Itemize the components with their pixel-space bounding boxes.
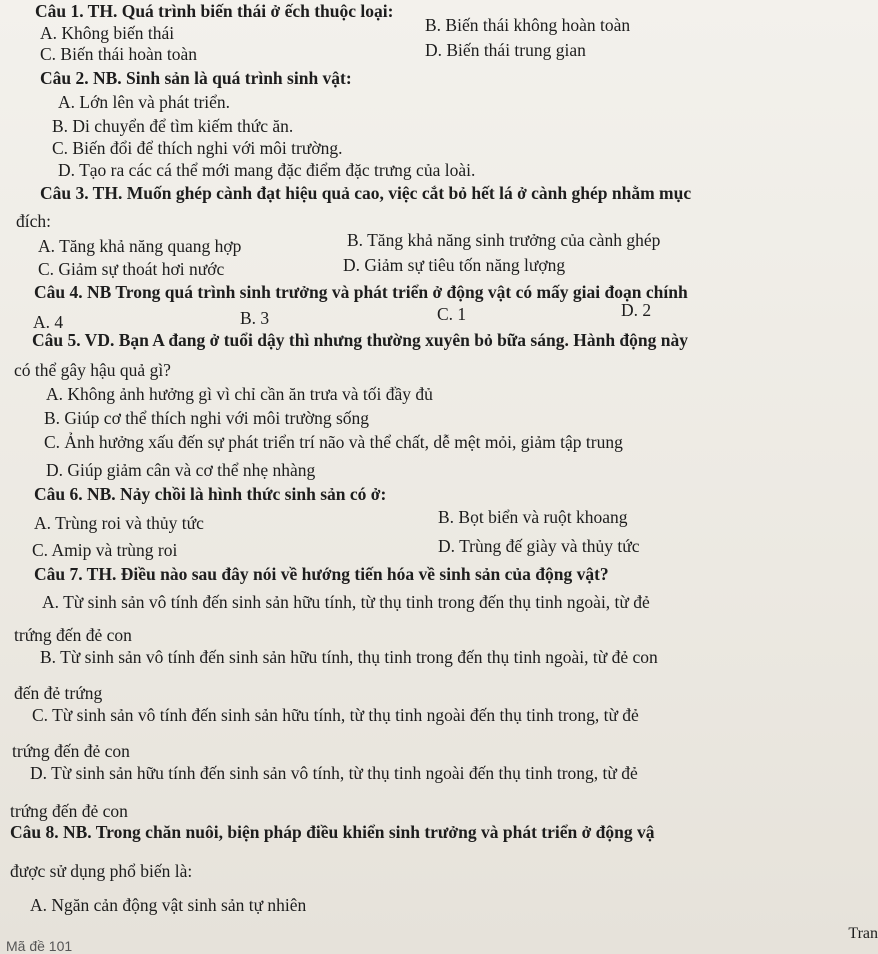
q8-option-a: A. Ngăn cản động vật sinh sản tự nhiên [30, 895, 307, 915]
q8-stem-line1: Câu 8. NB. Trong chăn nuôi, biện pháp điều khiển sinh trưởng và phát triển ở động vậ [10, 822, 655, 842]
q7-option-b-line1: B. Từ sinh sản vô tính đến sinh sản hữu tính, thụ tinh trong đến thụ tinh ngoài, từ đẻ con [40, 647, 658, 667]
q7-option-c-line1: C. Từ sinh sản vô tính đến sinh sản hữu tính, từ thụ tinh ngoài đến thụ tinh trong, từ đẻ [32, 705, 639, 725]
q7-option-c-line2: trứng đến đẻ con [12, 741, 130, 761]
q8-stem-line2: được sử dụng phổ biến là: [10, 861, 193, 881]
q1-stem: Câu 1. TH. Quá trình biến thái ở ếch thuộc loại: [35, 1, 394, 21]
page-label: Tran [848, 925, 878, 942]
q1-option-a: A. Không biến thái [40, 23, 175, 43]
q3-stem-line2: đích: [16, 211, 51, 231]
q5-option-d: D. Giúp giảm cân và cơ thể nhẹ nhàng [46, 460, 316, 480]
q6-option-a: A. Trùng roi và thủy tức [34, 513, 204, 533]
q2-option-c: C. Biến đổi để thích nghi với môi trường. [52, 138, 343, 158]
exam-code: Mã đề 101 [6, 938, 73, 954]
q2-stem: Câu 2. NB. Sinh sản là quá trình sinh vật: [40, 68, 352, 88]
q2-option-a: A. Lớn lên và phát triển. [58, 92, 231, 112]
q3-option-c: C. Giảm sự thoát hơi nước [38, 259, 225, 279]
q6-option-d: D. Trùng đế giày và thủy tức [438, 536, 640, 556]
q1-option-b: B. Biến thái không hoàn toàn [425, 15, 631, 35]
q7-option-d-line2: trứng đến đẻ con [10, 801, 128, 821]
q3-stem-line1: Câu 3. TH. Muốn ghép cành đạt hiệu quả cao, việc cắt bỏ hết lá ở cành ghép nhằm mục [40, 183, 692, 203]
q7-option-d-line1: D. Từ sinh sản hữu tính đến sinh sản vô tính, từ thụ tinh ngoài đến thụ tinh trong, từ đẻ [30, 763, 638, 783]
q1-option-d: D. Biến thái trung gian [425, 40, 586, 60]
q5-option-c: C. Ảnh hưởng xấu đến sự phát triển trí não và thể chất, dễ mệt mỏi, giảm tập trung [44, 432, 623, 452]
q5-option-b: B. Giúp cơ thể thích nghi với môi trường sống [44, 408, 370, 428]
q3-option-b: B. Tăng khả năng sinh trưởng của cành ghép [347, 230, 661, 250]
q5-stem-line1: Câu 5. VD. Bạn A đang ở tuổi dậy thì nhưng thường xuyên bỏ bữa sáng. Hành động này [32, 330, 689, 350]
q7-stem: Câu 7. TH. Điều nào sau đây nói về hướng tiến hóa về sinh sản của động vật? [34, 564, 609, 584]
q6-option-b: B. Bọt biển và ruột khoang [438, 507, 628, 527]
q6-stem: Câu 6. NB. Nảy chồi là hình thức sinh sản có ở: [34, 484, 387, 504]
q4-option-c: C. 1 [437, 304, 467, 324]
q4-option-a: A. 4 [33, 312, 64, 332]
q4-option-d: D. 2 [621, 300, 652, 320]
q1-option-c: C. Biến thái hoàn toàn [40, 44, 197, 64]
q4-option-b: B. 3 [240, 308, 270, 328]
q3-option-d: D. Giảm sự tiêu tốn năng lượng [343, 255, 566, 275]
q7-option-a-line2: trứng đến đẻ con [14, 625, 132, 645]
q2-option-b: B. Di chuyển để tìm kiếm thức ăn. [52, 116, 294, 136]
q3-option-a: A. Tăng khả năng quang hợp [38, 236, 242, 256]
q2-option-d: D. Tạo ra các cá thể mới mang đặc điểm đặc trưng của loài. [58, 160, 476, 180]
q5-option-a: A. Không ảnh hưởng gì vì chỉ cần ăn trưa và tối đầy đủ [46, 384, 433, 404]
q6-option-c: C. Amip và trùng roi [32, 540, 178, 560]
q5-stem-line2: có thể gây hậu quả gì? [14, 360, 171, 380]
q7-option-b-line2: đến đẻ trứng [14, 683, 103, 703]
q7-option-a-line1: A. Từ sinh sản vô tính đến sinh sản hữu tính, từ thụ tinh trong đến thụ tinh ngoài, từ đẻ [42, 592, 650, 612]
q4-stem: Câu 4. NB Trong quá trình sinh trưởng và phát triển ở động vật có mấy giai đoạn chính [34, 282, 688, 302]
